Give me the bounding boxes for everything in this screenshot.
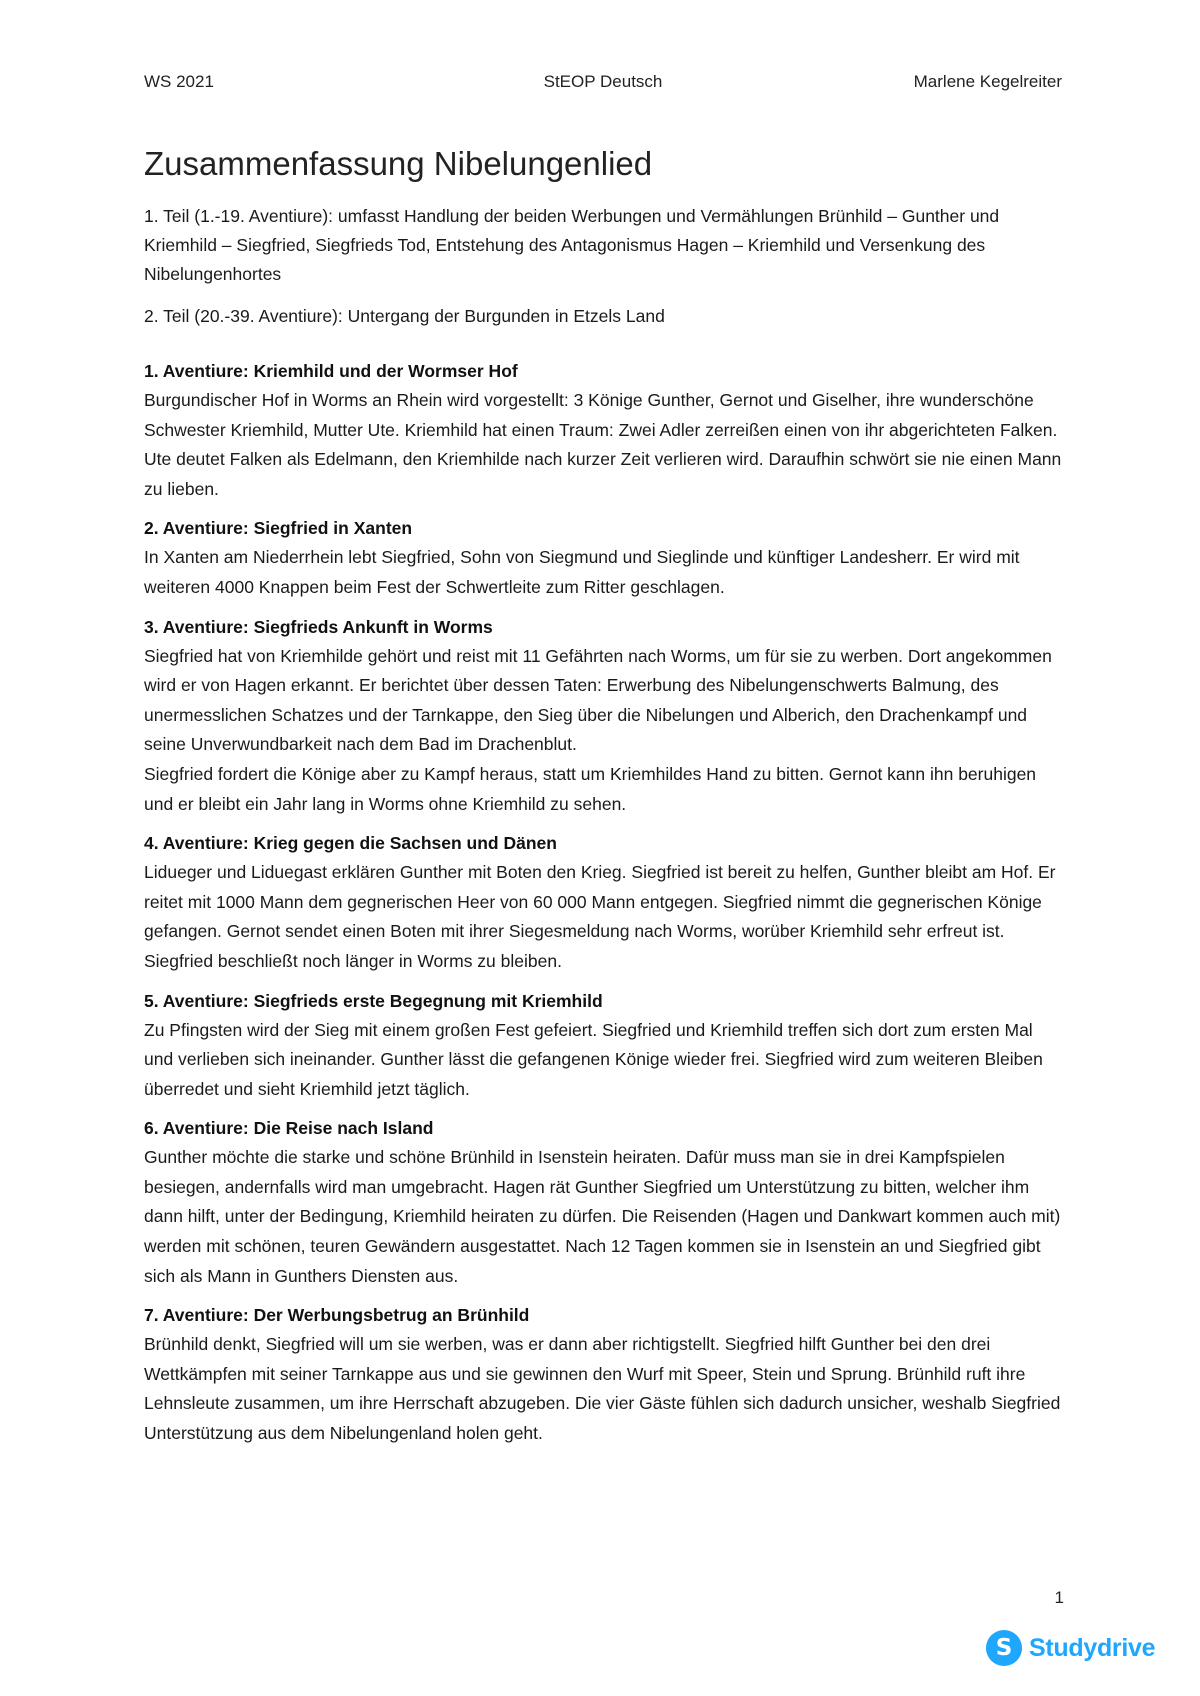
- section-paragraph: Gunther möchte die starke und schöne Brünhild in Isenstein heiraten. Dafür muss man sie in drei Kampfspielen besiegen, andernfalls wird man umgebracht. Hagen rät Gunther Siegfried um Unterstützung zu bitten, welcher ihm dann hilft, unter der Bedingung, Kriemhild heiraten zu dürfen. Die Reisenden (Hagen und Dankwart kommen auch mit) werden mit schönen, teuren Gewändern ausgestattet. Nach 12 Tagen kommen sie in Isenstein an und Siegfried gibt sich als Mann in Gunthers Diensten aus.: [144, 1147, 1061, 1286]
- header-course: StEOP Deutsch: [543, 72, 663, 91]
- section-aventiure-4: [144, 829, 1064, 976]
- section-aventiure-6: [144, 1114, 1064, 1291]
- section-paragraph: Siegfried fordert die Könige aber zu Kampf heraus, statt um Kriemhildes Hand zu bitten. Gernot kann ihn beruhigen und er bleibt ein Jahr lang in Worms ohne Kriemhild zu sehen.: [144, 763, 1037, 814]
- page-number: 1: [1054, 1588, 1064, 1607]
- header-semester: WS 2021: [144, 72, 214, 91]
- section-aventiure-2: [144, 514, 1064, 602]
- document-title: Zusammenfassung Nibelungenlied: [144, 145, 653, 182]
- brand-name: Studydrive: [1029, 1633, 1156, 1662]
- intro-paragraph: 2. Teil (20.-39. Aventiure): Untergang der Burgunden in Etzels Land: [144, 306, 665, 326]
- section-heading: 4. Aventiure: Krieg gegen die Sachsen und Dänen: [144, 833, 557, 854]
- section-heading: 6. Aventiure: Die Reise nach Island: [144, 1118, 434, 1139]
- section-heading: 1. Aventiure: Kriemhild und der Wormser Hof: [144, 361, 518, 381]
- section-heading: 5. Aventiure: Siegfrieds erste Begegnung mit Kriemhild: [144, 990, 603, 1011]
- section-paragraph: Siegfried hat von Kriemhilde gehört und reist mit 11 Gefährten nach Worms, um für sie zu werben. Dort angekommen wird er von Hagen erkannt. Er berichtet über dessen Taten: Erwerbung des Nibelungenschwerts Balmung, des unermesslichen Schatzes und der Tarnkappe, den Sieg über die Nibelungen und Alberich, den Drachenkampf und seine Unverwundbarkeit nach dem Bad im Drachenblut.: [144, 645, 1052, 755]
- header-author: Marlene Kegelreiter: [913, 72, 1062, 91]
- section-aventiure-3: [144, 613, 1064, 820]
- section-paragraph: In Xanten am Niederrhein lebt Siegfried, Sohn von Siegmund und Sieglinde und künftiger Landesherr. Er wird mit weiteren 4000 Knappen beim Fest der Schwertleite zum Ritter geschlagen.: [144, 547, 1020, 597]
- section-aventiure-1: [144, 357, 1064, 504]
- section-paragraph: Zu Pfingsten wird der Sieg mit einem großen Fest gefeiert. Siegfried und Kriemhild treffen sich dort zum ersten Mal und verlieben sich ineinander. Gunther lässt die gefangenen Könige wieder frei. Siegfried wird zum weiteren Bleiben überredet und sieht Kriemhild jetzt täglich.: [144, 1019, 1043, 1099]
- section-aventiure-5: [144, 987, 1064, 1105]
- intro: [144, 202, 1064, 331]
- section-paragraph: Lidueger und Liduegast erklären Gunther mit Boten den Krieg. Siegfried ist bereit zu helfen, Gunther bleibt am Hof. Er reitet mit 1000 Mann dem gegnerischen Heer von 60 000 Mann entgegen. Siegfried nimmt die gegnerischen Könige gefangen. Gernot sendet einen Boten mit ihrer Siegesmeldung nach Worms, worüber Kriemhild sehr erfreut ist. Siegfried beschließt noch länger in Worms zu bleiben.: [144, 862, 1056, 971]
- section-aventiure-7: [144, 1301, 1064, 1448]
- section-paragraph: Burgundischer Hof in Worms an Rhein wird vorgestellt: 3 Könige Gunther, Gernot und Giselher, ihre wunderschöne Schwester Kriemhild, Mutter Ute. Kriemhild hat einen Traum: Zwei Adler zerreißen einen von ihr abgerichteten Falken. Ute deutet Falken als Edelmann, den Kriemhilde nach kurzer Zeit verlieren wird. Daraufhin schwört sie nie einen Mann zu lieben.: [144, 390, 1062, 499]
- studydrive-icon: S: [986, 1630, 1022, 1666]
- section-paragraph: Brünhild denkt, Siegfried will um sie werben, was er dann aber richtigstellt. Siegfried hilft Gunther bei den drei Wettkämpfen mit seiner Tarnkappe aus und sie gewinnen den Wurf mit Speer, Stein und Sprung. Brünhild ruft ihre Lehnsleute zusammen, um ihre Herrschaft abzugeben. Die vier Gäste fühlen sich dadurch unsicher, weshalb Siegfried Unterstützung aus dem Nibelungenland holen geht.: [144, 1334, 1061, 1444]
- page-header: [144, 72, 1062, 96]
- document-body: [144, 142, 1064, 1459]
- section-heading: 7. Aventiure: Der Werbungsbetrug an Brünhild: [144, 1305, 530, 1326]
- section-heading: 3. Aventiure: Siegfrieds Ankunft in Worms: [144, 616, 493, 637]
- studydrive-logo[interactable]: [986, 1628, 1155, 1668]
- section-heading: 2. Aventiure: Siegfried in Xanten: [144, 518, 413, 539]
- intro-paragraph: 1. Teil (1.-19. Aventiure): umfasst Handlung der beiden Werbungen und Vermählungen Brünhild – Gunther und Kriemhild – Siegfried, Siegfrieds Tod, Entstehung des Antagonismus Hagen – Kriemhild und Versenkung des Nibelungenhortes: [144, 206, 1000, 284]
